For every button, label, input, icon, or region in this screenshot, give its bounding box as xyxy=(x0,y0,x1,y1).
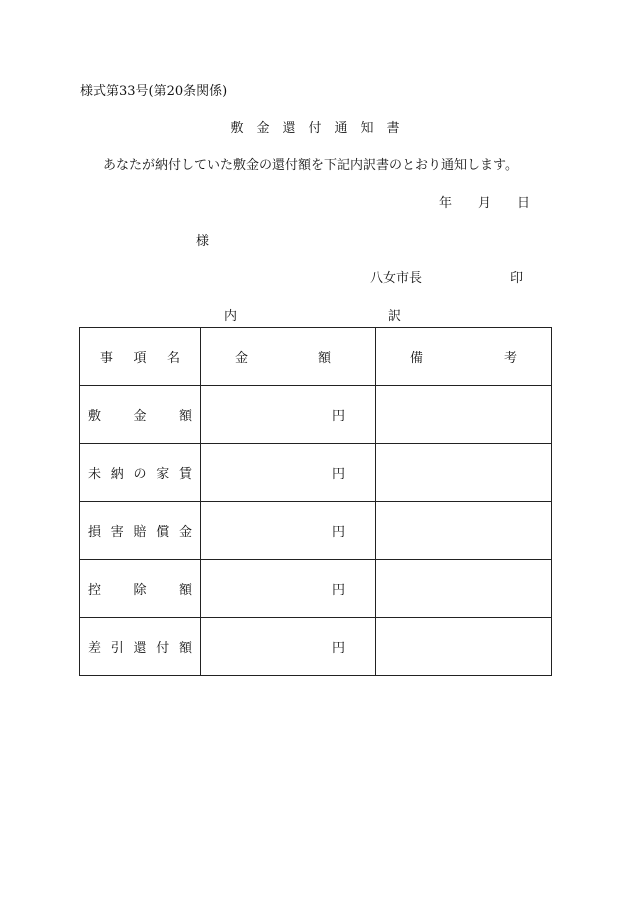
yen-unit: 円 xyxy=(331,583,345,598)
amount-cell[interactable] xyxy=(201,502,376,560)
item-cell xyxy=(80,444,201,502)
header-item xyxy=(80,328,201,386)
date-year-label: 年 xyxy=(439,196,453,211)
header-amount-text: 金 額 xyxy=(235,351,331,366)
form-number: 様式第33号(第20条関係) xyxy=(80,84,228,99)
date-line xyxy=(439,192,530,211)
seal-mark: 印 xyxy=(510,271,524,286)
header-item-text: 事 項 名 xyxy=(100,351,180,366)
date-day-label: 日 xyxy=(517,196,531,211)
amount-cell[interactable] xyxy=(201,618,376,676)
amount-cell[interactable] xyxy=(201,444,376,502)
table-row xyxy=(80,618,552,676)
yen-unit: 円 xyxy=(331,641,345,656)
item-text: 損 害 賠 償 金 xyxy=(88,525,192,540)
table-row xyxy=(80,386,552,444)
item-text: 敷 金 額 xyxy=(88,409,192,424)
document-title: 敷金還付通知書 xyxy=(230,121,413,136)
table-header-row xyxy=(80,328,552,386)
header-amount xyxy=(201,328,376,386)
item-cell xyxy=(80,618,201,676)
remarks-cell[interactable] xyxy=(376,386,552,444)
notice-text: あなたが納付していた敷金の還付額を下記内訳書のとおり通知します。 xyxy=(103,158,518,173)
remarks-cell[interactable] xyxy=(376,618,552,676)
item-cell xyxy=(80,560,201,618)
recipient-suffix: 様 xyxy=(196,234,210,249)
yen-unit: 円 xyxy=(331,525,345,540)
table-row xyxy=(80,444,552,502)
amount-cell[interactable] xyxy=(201,560,376,618)
remarks-cell[interactable] xyxy=(376,444,552,502)
breakdown-table xyxy=(79,327,552,676)
item-cell xyxy=(80,502,201,560)
remarks-cell[interactable] xyxy=(376,560,552,618)
item-text: 控 除 額 xyxy=(88,583,192,598)
item-text: 差 引 還 付 額 xyxy=(88,641,192,656)
remarks-cell[interactable] xyxy=(376,502,552,560)
issuer-name: 八女市長 xyxy=(370,271,423,286)
item-text: 未 納 の 家 賃 xyxy=(88,467,192,482)
header-remarks-text: 備 考 xyxy=(410,351,517,366)
breakdown-heading-right: 訳 xyxy=(388,309,402,324)
date-month-label: 月 xyxy=(478,196,492,211)
table-row xyxy=(80,560,552,618)
breakdown-heading-left: 内 xyxy=(224,309,238,324)
amount-cell[interactable] xyxy=(201,386,376,444)
yen-unit: 円 xyxy=(331,409,345,424)
header-remarks xyxy=(376,328,552,386)
table-row xyxy=(80,502,552,560)
yen-unit: 円 xyxy=(331,467,345,482)
item-cell xyxy=(80,386,201,444)
